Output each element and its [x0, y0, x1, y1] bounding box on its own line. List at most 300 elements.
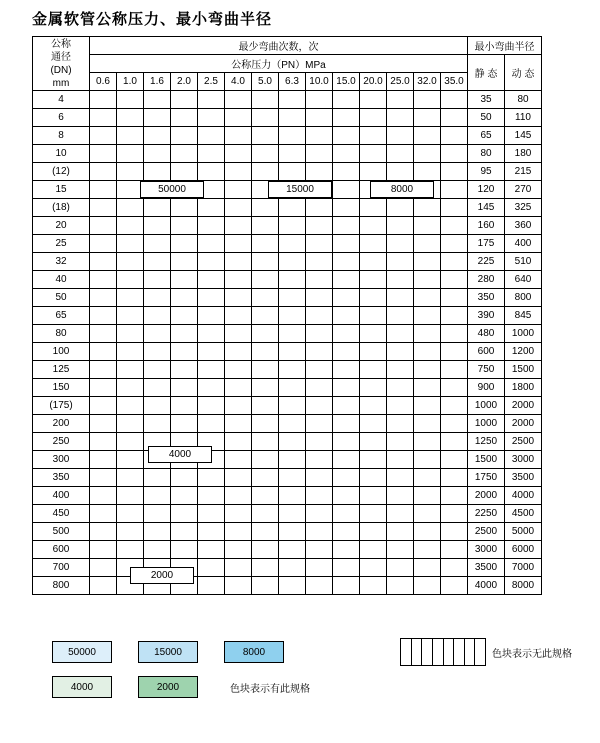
dynamic-radius-cell: 180 [505, 145, 542, 163]
spec-cell [414, 397, 441, 415]
spec-cell [441, 433, 468, 451]
table-row [33, 253, 542, 271]
dn-cell: 40 [33, 271, 90, 289]
table-row [33, 577, 542, 595]
spec-cell [90, 343, 117, 361]
spec-cell [198, 271, 225, 289]
spec-cell [225, 181, 252, 199]
dynamic-radius-cell: 325 [505, 199, 542, 217]
dn-cell: 250 [33, 433, 90, 451]
spec-cell [90, 379, 117, 397]
spec-cell [279, 199, 306, 217]
static-radius-cell: 1000 [468, 415, 505, 433]
spec-cell [414, 307, 441, 325]
spec-cell [252, 91, 279, 109]
spec-cell [117, 145, 144, 163]
dn-cell: 25 [33, 235, 90, 253]
table-row [33, 451, 542, 469]
spec-cell [360, 559, 387, 577]
spec-cell [279, 577, 306, 595]
dn-cell: 20 [33, 217, 90, 235]
spec-cell [252, 253, 279, 271]
spec-cell [306, 469, 333, 487]
spec-cell [360, 577, 387, 595]
spec-cell [117, 505, 144, 523]
dn-cell: 400 [33, 487, 90, 505]
spec-cell [333, 127, 360, 145]
spec-cell [441, 415, 468, 433]
spec-cell [171, 469, 198, 487]
spec-cell [279, 343, 306, 361]
static-header: 静 态 [468, 55, 505, 91]
spec-cell [306, 199, 333, 217]
pressure-column-header: 0.6 [90, 73, 117, 91]
dn-cell: 50 [33, 289, 90, 307]
spec-cell [171, 253, 198, 271]
table-row [33, 217, 542, 235]
legend-row-top [52, 638, 572, 666]
spec-cell [441, 487, 468, 505]
spec-cell [360, 217, 387, 235]
pressure-column-header: 15.0 [333, 73, 360, 91]
static-radius-cell: 390 [468, 307, 505, 325]
spec-cell [279, 361, 306, 379]
static-radius-cell: 50 [468, 109, 505, 127]
spec-cell [279, 487, 306, 505]
spec-cell [306, 451, 333, 469]
spec-cell [441, 325, 468, 343]
spec-cell [117, 325, 144, 343]
spec-cell [333, 145, 360, 163]
legend-row-bottom [52, 676, 572, 698]
spec-cell [279, 217, 306, 235]
spec-cell [441, 505, 468, 523]
spec-cell [252, 199, 279, 217]
dn-cell: 150 [33, 379, 90, 397]
spec-cell [387, 91, 414, 109]
spec-cell [279, 469, 306, 487]
spec-cell [333, 307, 360, 325]
spec-cell [117, 199, 144, 217]
spec-cell [414, 541, 441, 559]
spec-cell [279, 271, 306, 289]
spec-cell [387, 559, 414, 577]
annotation-callout: 8000 [370, 181, 434, 198]
spec-cell [225, 253, 252, 271]
spec-cell [279, 235, 306, 253]
spec-cell [333, 91, 360, 109]
spec-cell [90, 541, 117, 559]
spec-cell [387, 217, 414, 235]
spec-cell [387, 361, 414, 379]
spec-cell [144, 271, 171, 289]
spec-cell [252, 307, 279, 325]
dynamic-radius-cell: 1800 [505, 379, 542, 397]
spec-cell [441, 235, 468, 253]
dynamic-radius-cell: 400 [505, 235, 542, 253]
spec-cell [198, 91, 225, 109]
spec-cell [252, 289, 279, 307]
dn-cell: 125 [33, 361, 90, 379]
spec-cell [441, 577, 468, 595]
spec-cell [198, 469, 225, 487]
spec-cell [414, 451, 441, 469]
spec-cell [414, 271, 441, 289]
dn-cell: 100 [33, 343, 90, 361]
spec-cell [333, 271, 360, 289]
spec-cell [117, 541, 144, 559]
dn-header-line-2: 通径 [51, 51, 71, 63]
spec-cell [252, 523, 279, 541]
spec-cell [360, 379, 387, 397]
spec-cell [225, 451, 252, 469]
spec-cell [198, 343, 225, 361]
spec-cell [198, 505, 225, 523]
static-radius-cell: 145 [468, 199, 505, 217]
spec-cell [333, 433, 360, 451]
spec-cell [144, 109, 171, 127]
spec-cell [306, 559, 333, 577]
static-radius-cell: 1750 [468, 469, 505, 487]
legend-swatch-15000: 15000 [138, 641, 198, 663]
header-row-2 [33, 55, 542, 73]
dn-cell: (175) [33, 397, 90, 415]
spec-cell [387, 577, 414, 595]
spec-cell [144, 127, 171, 145]
spec-cell [387, 127, 414, 145]
spec-cell [90, 217, 117, 235]
spec-cell [441, 397, 468, 415]
static-radius-cell: 3000 [468, 541, 505, 559]
spec-cell [144, 163, 171, 181]
dn-cell: 200 [33, 415, 90, 433]
dynamic-radius-cell: 110 [505, 109, 542, 127]
static-radius-cell: 900 [468, 379, 505, 397]
spec-cell [414, 505, 441, 523]
spec-cell [414, 325, 441, 343]
spec-cell [414, 379, 441, 397]
spec-cell [252, 271, 279, 289]
annotation-callout: 50000 [140, 181, 204, 198]
spec-cell [117, 253, 144, 271]
spec-cell [333, 469, 360, 487]
spec-cell [117, 379, 144, 397]
spec-cell [252, 109, 279, 127]
spec-cell [279, 559, 306, 577]
spec-cell [225, 127, 252, 145]
spec-cell [171, 379, 198, 397]
spec-cell [171, 163, 198, 181]
spec-cell [252, 487, 279, 505]
spec-cell [360, 199, 387, 217]
spec-cell [414, 469, 441, 487]
spec-cell [414, 127, 441, 145]
spec-cell [117, 361, 144, 379]
spec-cell [171, 235, 198, 253]
table-row [33, 199, 542, 217]
spec-cell [414, 343, 441, 361]
static-radius-cell: 80 [468, 145, 505, 163]
spec-cell [117, 523, 144, 541]
spec-cell [225, 145, 252, 163]
spec-cell [387, 271, 414, 289]
spec-cell [225, 379, 252, 397]
spec-cell [387, 325, 414, 343]
spec-cell [90, 577, 117, 595]
spec-cell [306, 163, 333, 181]
pressure-column-header: 2.5 [198, 73, 225, 91]
spec-cell [252, 127, 279, 145]
spec-cell [144, 325, 171, 343]
spec-cell [117, 433, 144, 451]
spec-cell [414, 289, 441, 307]
spec-cell [306, 361, 333, 379]
spec-cell [333, 415, 360, 433]
spec-cell [144, 523, 171, 541]
spec-cell [306, 91, 333, 109]
dn-cell: 15 [33, 181, 90, 199]
spec-cell [279, 505, 306, 523]
spec-cell [90, 181, 117, 199]
spec-cell [198, 361, 225, 379]
spec-cell [414, 253, 441, 271]
dynamic-radius-cell: 2000 [505, 415, 542, 433]
dynamic-radius-cell: 3000 [505, 451, 542, 469]
spec-cell [306, 505, 333, 523]
static-radius-cell: 225 [468, 253, 505, 271]
spec-cell [225, 487, 252, 505]
spec-cell [252, 559, 279, 577]
spec-cell [360, 145, 387, 163]
dn-header-line-4: mm [52, 77, 70, 89]
spec-cell [252, 379, 279, 397]
spec-cell [225, 235, 252, 253]
spec-cell [225, 199, 252, 217]
spec-cell [441, 163, 468, 181]
spec-cell [333, 181, 360, 199]
table-row [33, 289, 542, 307]
dn-cell: 32 [33, 253, 90, 271]
spec-cell [198, 487, 225, 505]
dn-cell: 450 [33, 505, 90, 523]
spec-cell [225, 307, 252, 325]
annotation-callout: 2000 [130, 567, 194, 584]
spec-cell [441, 469, 468, 487]
spec-cell [225, 469, 252, 487]
spec-cell [171, 289, 198, 307]
spec-cell [333, 505, 360, 523]
spec-cell [252, 343, 279, 361]
spec-cell [225, 163, 252, 181]
spec-cell [171, 343, 198, 361]
dynamic-radius-cell: 1200 [505, 343, 542, 361]
table-row [33, 415, 542, 433]
spec-cell [117, 451, 144, 469]
spec-cell [225, 343, 252, 361]
spec-cell [90, 307, 117, 325]
dn-cell: (12) [33, 163, 90, 181]
dynamic-radius-cell: 510 [505, 253, 542, 271]
static-radius-cell: 2000 [468, 487, 505, 505]
spec-cell [117, 217, 144, 235]
spec-cell [252, 469, 279, 487]
spec-cell [117, 469, 144, 487]
table-row [33, 343, 542, 361]
spec-cell [306, 127, 333, 145]
table-row [33, 469, 542, 487]
spec-cell [90, 523, 117, 541]
spec-cell [414, 433, 441, 451]
spec-cell [90, 325, 117, 343]
dynamic-radius-cell: 2000 [505, 397, 542, 415]
static-radius-cell: 4000 [468, 577, 505, 595]
table-row [33, 487, 542, 505]
spec-cell [144, 397, 171, 415]
spec-cell [387, 505, 414, 523]
spec-cell [414, 361, 441, 379]
spec-cell [360, 127, 387, 145]
static-radius-cell: 600 [468, 343, 505, 361]
spec-cell [441, 523, 468, 541]
legend [52, 638, 572, 708]
spec-cell [90, 433, 117, 451]
spec-cell [387, 199, 414, 217]
spec-cell [360, 109, 387, 127]
spec-cell [144, 343, 171, 361]
spec-cell [252, 505, 279, 523]
spec-cell [225, 109, 252, 127]
spec-cell [90, 289, 117, 307]
header-row-3 [33, 73, 542, 91]
spec-cell [117, 271, 144, 289]
spec-cell [306, 271, 333, 289]
spec-cell [117, 91, 144, 109]
spec-cell [117, 109, 144, 127]
dn-cell: 600 [33, 541, 90, 559]
spec-cell [333, 577, 360, 595]
dynamic-radius-cell: 800 [505, 289, 542, 307]
spec-cell [117, 307, 144, 325]
dynamic-radius-cell: 1000 [505, 325, 542, 343]
spec-cell [387, 235, 414, 253]
pressure-column-header: 6.3 [279, 73, 306, 91]
spec-cell [117, 415, 144, 433]
spec-cell [117, 289, 144, 307]
spec-cell [414, 217, 441, 235]
spec-cell [198, 127, 225, 145]
dn-cell: 300 [33, 451, 90, 469]
spec-cell [306, 289, 333, 307]
dynamic-radius-cell: 80 [505, 91, 542, 109]
spec-cell [171, 487, 198, 505]
spec-cell [171, 109, 198, 127]
legend-note-blank: 色块表示无此规格 [492, 648, 572, 660]
spec-cell [360, 541, 387, 559]
table-row [33, 397, 542, 415]
spec-cell [198, 397, 225, 415]
spec-cell [387, 451, 414, 469]
table-row [33, 271, 542, 289]
dynamic-radius-cell: 360 [505, 217, 542, 235]
spec-cell [333, 451, 360, 469]
spec-cell [387, 145, 414, 163]
bend-radius-header: 最小弯曲半径 [468, 37, 542, 55]
spec-cell [333, 541, 360, 559]
dn-cell: 8 [33, 127, 90, 145]
table-header [33, 37, 542, 91]
spec-cell [333, 559, 360, 577]
spec-cell [387, 415, 414, 433]
spec-cell [90, 469, 117, 487]
spec-cell [360, 163, 387, 181]
spec-cell [333, 325, 360, 343]
spec-cell [333, 361, 360, 379]
spec-cell [225, 415, 252, 433]
spec-cell [117, 343, 144, 361]
spec-cell [306, 307, 333, 325]
spec-cell [333, 397, 360, 415]
spec-cell [387, 379, 414, 397]
spec-cell [252, 361, 279, 379]
legend-swatch-4000: 4000 [52, 676, 112, 698]
spec-cell [441, 559, 468, 577]
spec-cell [306, 487, 333, 505]
spec-cell [387, 487, 414, 505]
spec-cell [171, 505, 198, 523]
spec-cell [387, 397, 414, 415]
spec-cell [144, 469, 171, 487]
spec-cell [279, 541, 306, 559]
spec-cell [171, 271, 198, 289]
table-row [33, 307, 542, 325]
spec-cell [225, 523, 252, 541]
spec-cell [360, 361, 387, 379]
spec-cell [279, 289, 306, 307]
table-row [33, 145, 542, 163]
dn-cell: 500 [33, 523, 90, 541]
spec-cell [171, 145, 198, 163]
spec-cell [279, 163, 306, 181]
header-row-1 [33, 37, 542, 55]
spec-cell [306, 235, 333, 253]
spec-cell [252, 217, 279, 235]
page-title: 金属软管公称压力、最小弯曲半径 [32, 10, 273, 28]
spec-cell [225, 505, 252, 523]
dynamic-radius-cell: 7000 [505, 559, 542, 577]
spec-cell [414, 415, 441, 433]
spec-cell [333, 379, 360, 397]
spec-cell [306, 541, 333, 559]
legend-blank-grid [400, 638, 486, 666]
spec-cell [360, 235, 387, 253]
dn-cell: 6 [33, 109, 90, 127]
spec-cell [198, 325, 225, 343]
spec-cell [387, 253, 414, 271]
spec-cell [414, 523, 441, 541]
pressure-column-header: 1.6 [144, 73, 171, 91]
spec-cell [225, 91, 252, 109]
spec-cell [414, 559, 441, 577]
dynamic-radius-cell: 2500 [505, 433, 542, 451]
pressure-column-header: 2.0 [171, 73, 198, 91]
spec-cell [306, 325, 333, 343]
spec-cell [198, 163, 225, 181]
dynamic-radius-cell: 5000 [505, 523, 542, 541]
dn-header-line-1: 公称 [51, 38, 71, 50]
spec-cell [252, 541, 279, 559]
spec-cell [90, 253, 117, 271]
table-body [33, 91, 542, 595]
